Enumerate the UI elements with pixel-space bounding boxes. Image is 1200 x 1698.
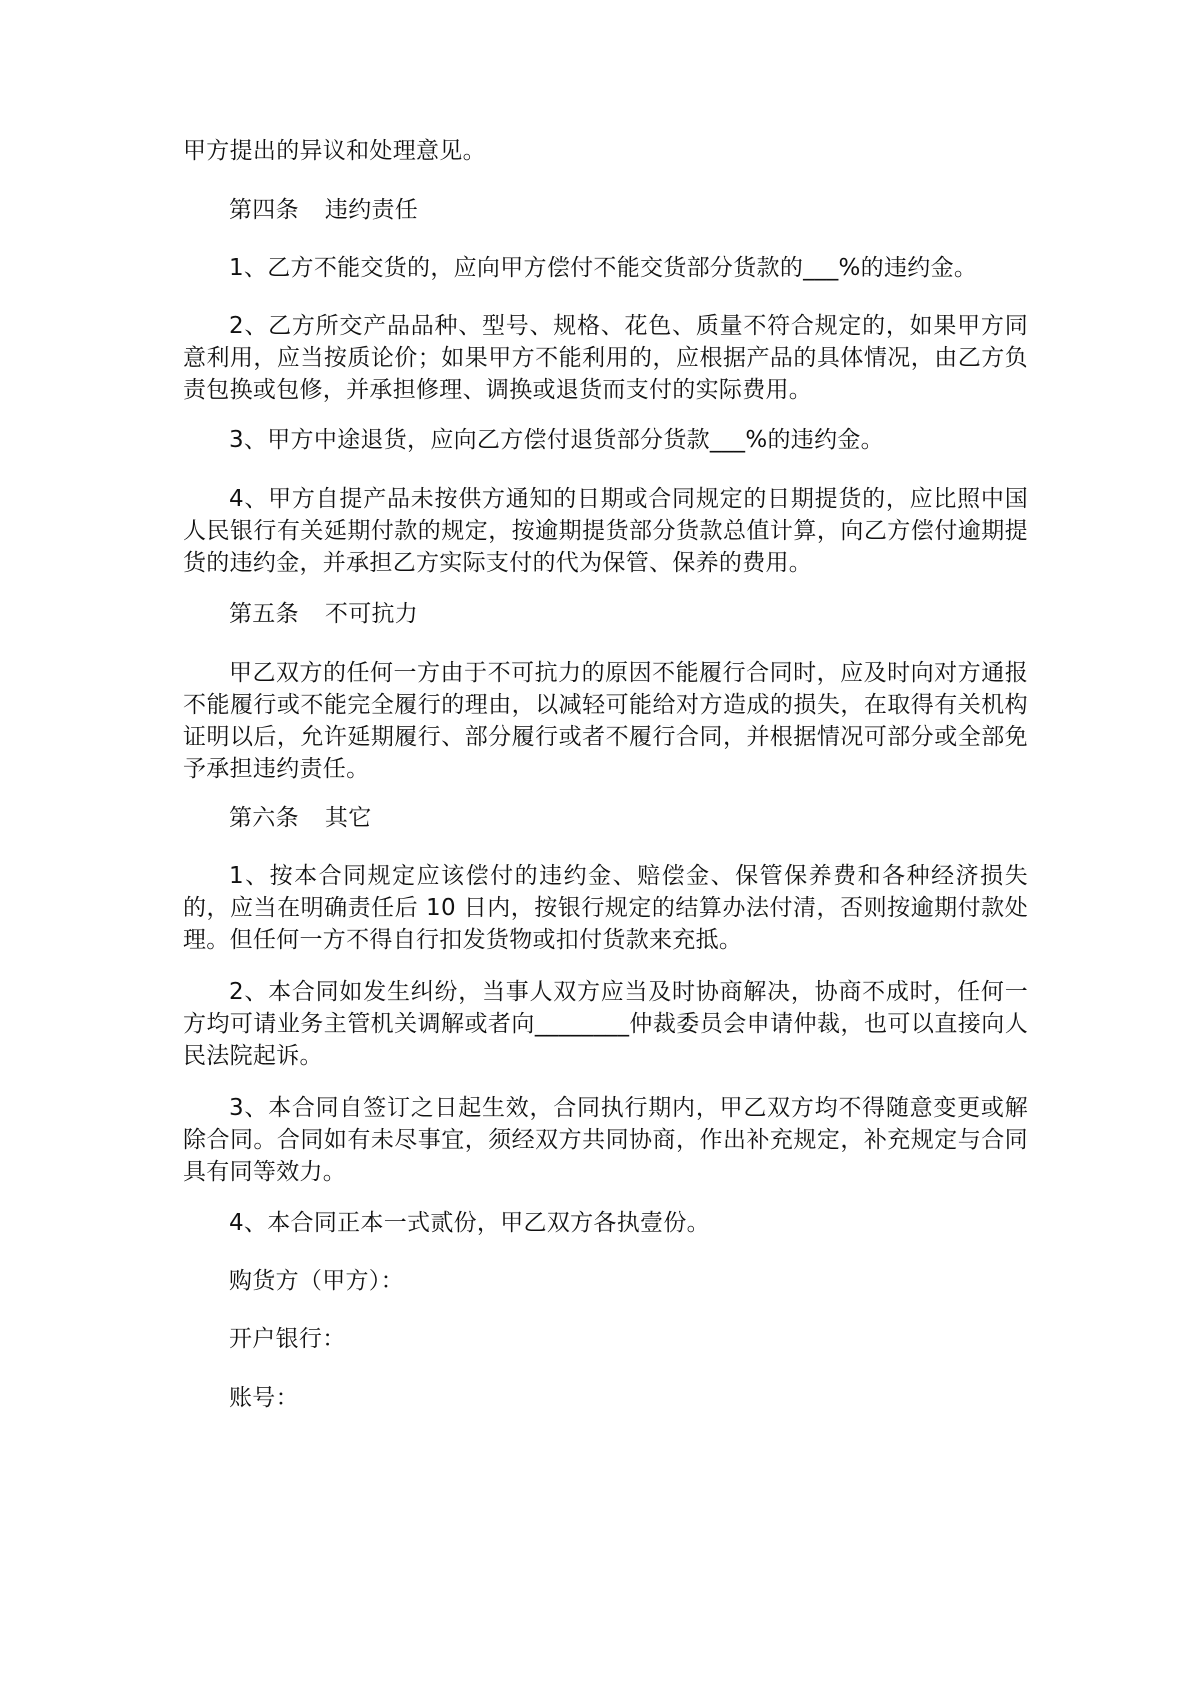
article-4-heading (183, 194, 1074, 226)
clause-6-2: 2、本合同如发生纠纷，当事人双方应当及时协商解决，协商不成时，任何一方均可请业务主管机关调解或者向________仲裁委员会申请仲裁，也可以直接向人民法院起诉。 (183, 979, 1028, 1069)
article-6-heading (183, 802, 1074, 834)
signature-bank-label: 开户银行： (229, 1326, 346, 1352)
clause-4-3: 3、甲方中途退货，应向乙方偿付退货部分货款___%的违约金。 (229, 427, 884, 453)
clause-6-4: 4、本合同正本一式贰份，甲乙双方各执壹份。 (229, 1210, 710, 1236)
article-number: 第五条 (229, 601, 299, 627)
signature-buyer-label: 购货方（甲方）： (229, 1268, 404, 1294)
clause-4-4: 4、甲方自提产品未按供方通知的日期或合同规定的日期提货的，应比照中国人民银行有关延期付款的规定，按逾期提货部分货款总值计算，向乙方偿付逾期提货的违约金，并承担乙方实际支付的代为保管、保养的费用。 (183, 486, 1028, 576)
clause-6-3: 3、本合同自签订之日起生效，合同执行期内，甲乙双方均不得随意变更或解除合同。合同如有未尽事宜，须经双方共同协商，作出补充规定，补充规定与合同具有同等效力。 (183, 1095, 1028, 1185)
article-number: 第四条 (229, 197, 299, 223)
clause-5-force-majeure: 甲乙双方的任何一方由于不可抗力的原因不能履行合同时，应及时向对方通报不能履行或不能完全履行的理由，以减轻可能给对方造成的损失，在取得有关机构证明以后，允许延期履行、部分履行或者不履行合同，并根据情况可部分或全部免予承担违约责任。 (183, 660, 1028, 782)
article-number: 第六条 (229, 805, 299, 831)
paragraph-objection-continuation: 甲方提出的异议和处理意见。 (183, 138, 486, 164)
article-title: 其它 (324, 805, 372, 831)
clause-6-1: 1、按本合同规定应该偿付的违约金、赔偿金、保管保养费和各种经济损失的，应当在明确责任后 10 日内，按银行规定的结算办法付清，否则按逾期付款处理。但任何一方不得自行扣发货物或扣付货款来充抵。 (183, 863, 1028, 953)
article-title: 不可抗力 (324, 601, 419, 627)
article-title: 违约责任 (324, 197, 419, 223)
signature-account-label: 账号： (229, 1385, 299, 1411)
clause-4-2: 2、乙方所交产品品种、型号、规格、花色、质量不符合规定的，如果甲方同意利用，应当按质论价；如果甲方不能利用的，应根据产品的具体情况，由乙方负责包换或包修，并承担修理、调换或退货而支付的实际费用。 (183, 313, 1028, 403)
clause-4-1: 1、乙方不能交货的，应向甲方偿付不能交货部分货款的___%的违约金。 (229, 255, 978, 281)
article-5-heading (183, 598, 1074, 630)
